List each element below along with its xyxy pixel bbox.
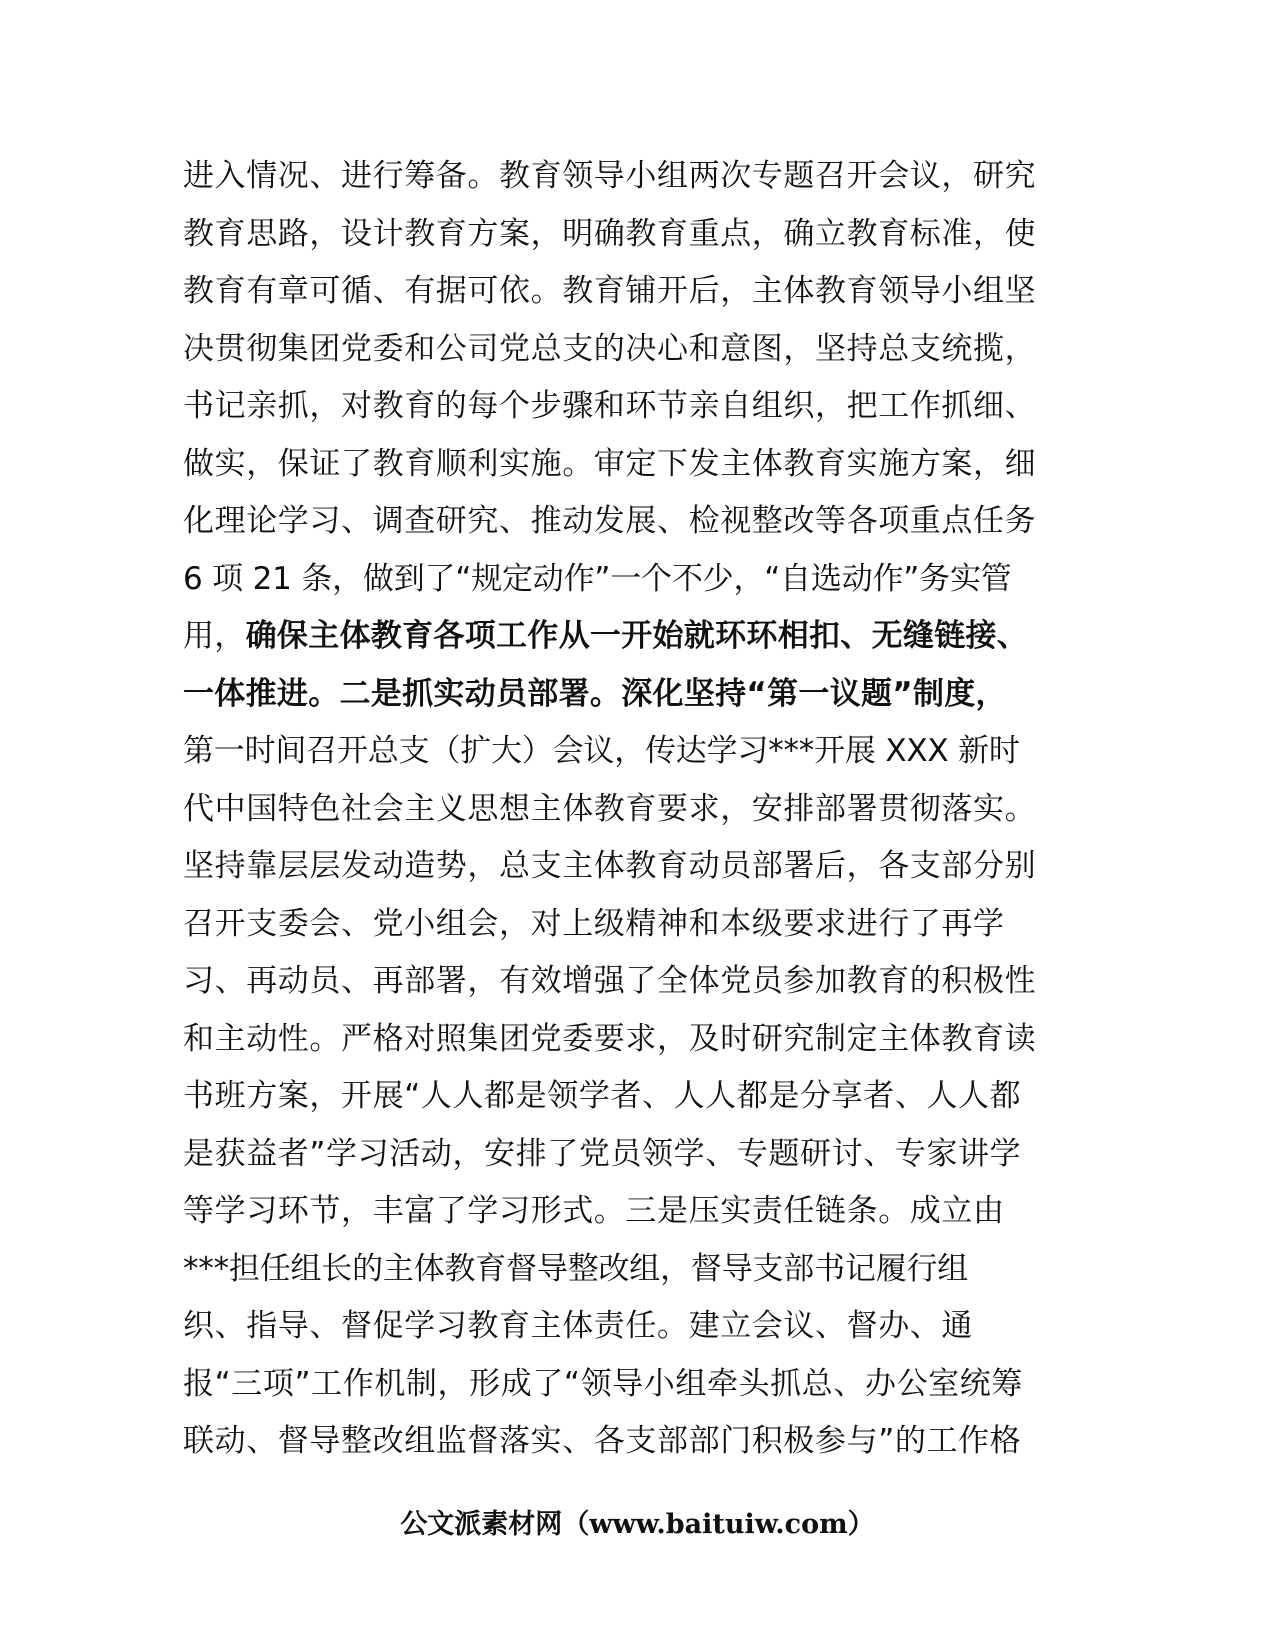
text-line-21: 织、指导、督促学习教育主体责任。建立会议、督办、通 [183, 1308, 973, 1344]
text-line-8: 6 项 21 条，做到了“规定动作”一个不少，“自选动作”务实管 [183, 560, 1012, 597]
text-line-23: 联动、督导整改组监督落实、各支部部门积极参与”的工作格 [183, 1423, 1022, 1459]
body-text [183, 148, 1093, 1471]
text-line-10-bold: 一体推进。二是抓实动员部署。深化坚持“第一议题”制度， [183, 675, 1007, 712]
text-line-7: 化理论学习、调查研究、推动发展、检视整改等各项重点任务 [183, 503, 1037, 539]
text-line-14: 召开支委会、党小组会，对上级精神和本级要求进行了再学 [183, 905, 1005, 942]
text-line-17: 书班方案，开展“人人都是领学者、人人都是分享者、人人都 [183, 1078, 1022, 1114]
text-line-15: 习、再动员、再部署，有效增强了全体党员参加教育的积极性 [183, 963, 1037, 999]
text-line-2: 教育思路，设计教育方案，明确教育重点，确立教育标准，使 [183, 215, 1037, 252]
text-line-4: 决贯彻集团党委和公司党总支的决心和意图，坚持总支统揽， [183, 330, 1037, 367]
footer-brand: 公文派素材网 [400, 1509, 563, 1540]
footer-watermark [0, 1505, 1275, 1545]
text-line-10 [183, 666, 1093, 724]
text-line-3: 教育有章可循、有据可依。教育铺开后，主体教育领导小组坚 [183, 273, 1037, 309]
text-line-16: 和主动性。严格对照集团党委要求，及时研究制定主体教育读 [183, 1020, 1037, 1057]
text-line-13: 坚持靠层层发动造势，总支主体教育动员部署后，各支部分别 [183, 848, 1037, 884]
text-line-9 [183, 608, 1093, 666]
text-line-12: 代中国特色社会主义思想主体教育要求，安排部署贯彻落实。 [183, 790, 1037, 827]
text-line-9-bold: 确保主体教育各项工作从一开始就环环相扣、无缝链接、 [245, 618, 1029, 654]
text-line-1: 进入情况、进行筹备。教育领导小组两次专题召开会议，研究 [183, 158, 1037, 194]
text-line-11: 第一时间召开总支（扩大）会议，传达学习***开展 XXX 新时 [183, 733, 1020, 769]
text-line-19: 等学习环节，丰富了学习形式。三是压实责任链条。成立由 [183, 1193, 1005, 1229]
text-line-9-prefix: 用， [183, 618, 246, 654]
text-line-6: 做实，保证了教育顺利实施。审定下发主体教育实施方案，细 [183, 445, 1037, 482]
text-line-20: ***担任组长的主体教育督导整改组，督导支部书记履行组 [183, 1250, 969, 1287]
text-line-22: 报“三项”工作机制，形成了“领导小组牵头抓总、办公室统筹 [183, 1365, 1023, 1402]
text-line-18: 是获益者”学习活动，安排了党员领学、专题研讨、专家讲学 [183, 1135, 1022, 1172]
text-line-5: 书记亲抓，对教育的每个步骤和环节亲自组织，把工作抓细、 [183, 388, 1037, 424]
footer-url: （www.baituiw.com） [562, 1509, 875, 1540]
